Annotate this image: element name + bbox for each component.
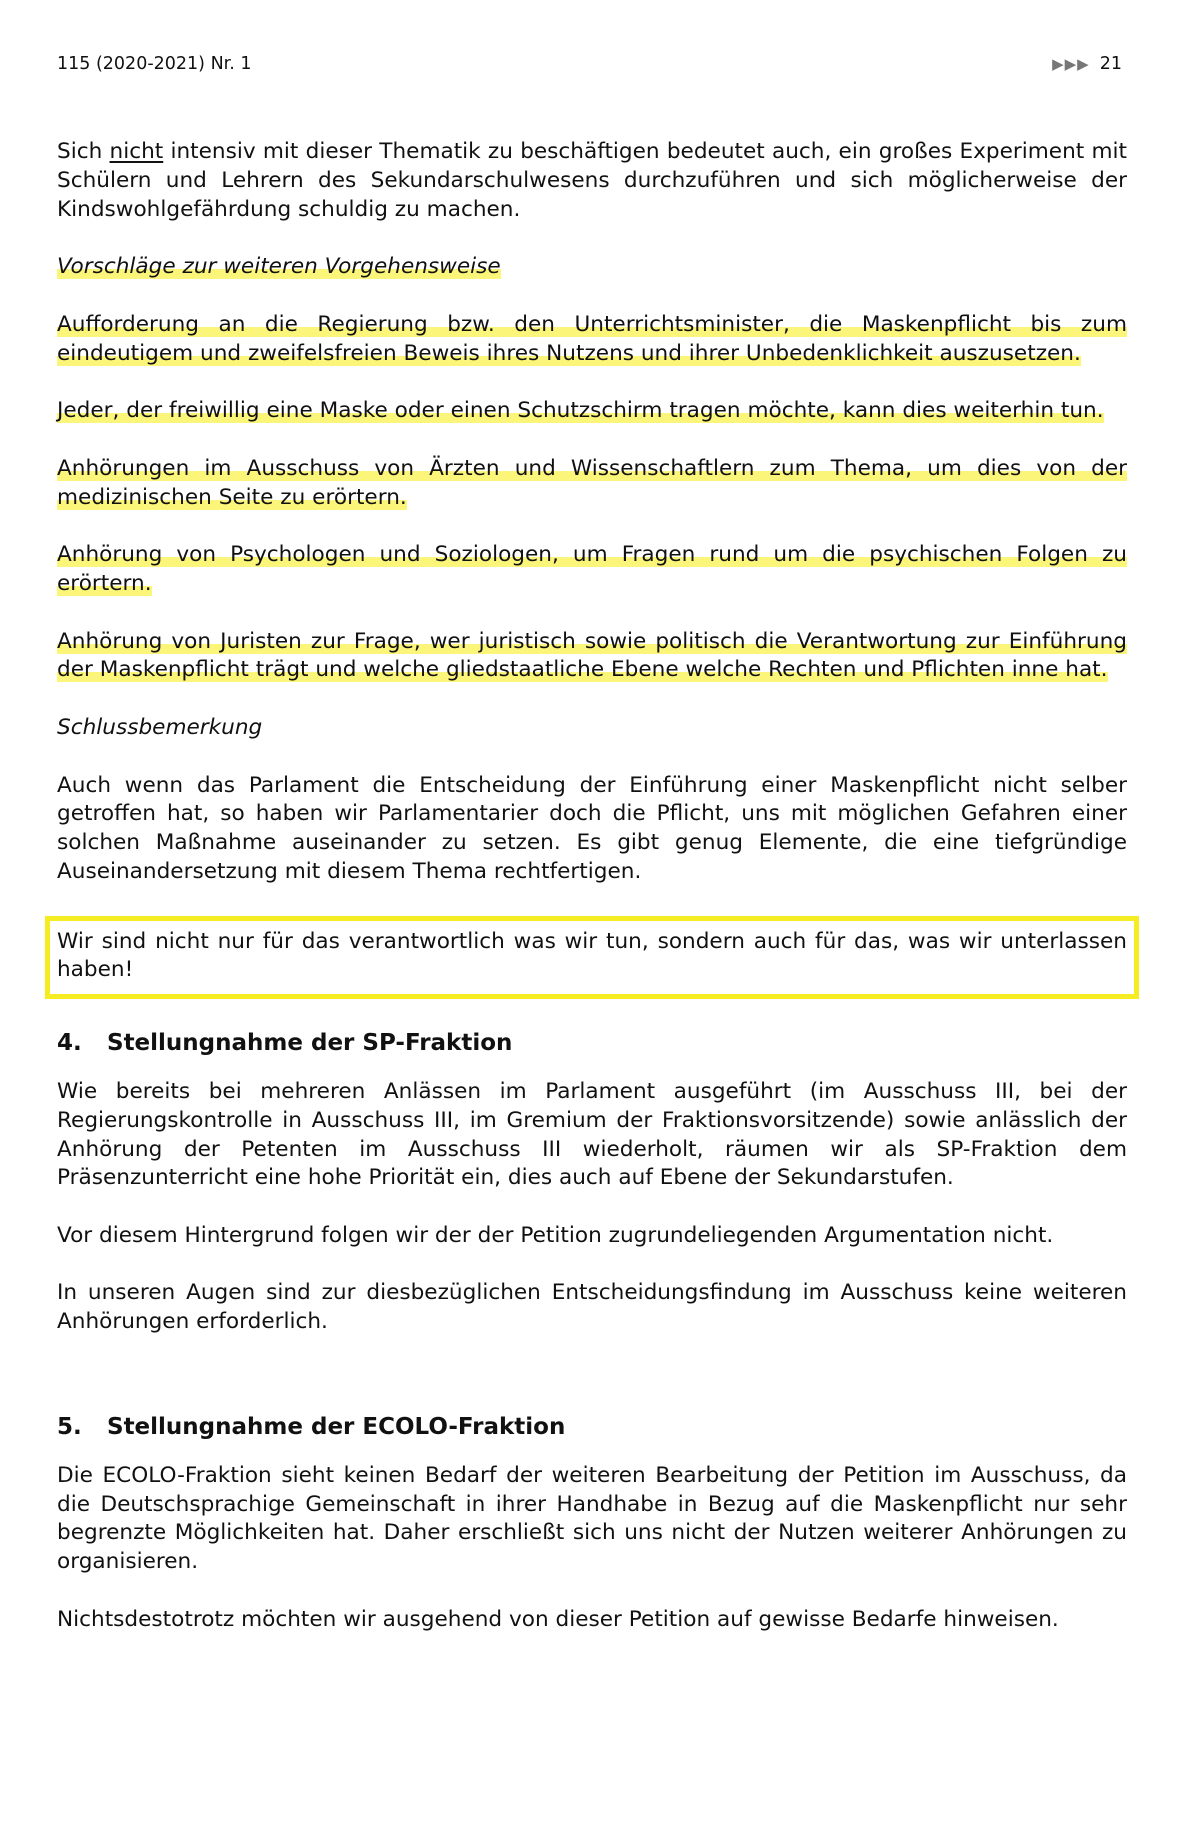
proposal-item [57,628,1127,686]
section-number: 4. [57,1029,82,1056]
section-4-paragraph: Vor diesem Hintergrund folgen wir der der Petition zugrundeliegenden Argumentation nicht. [57,1222,1054,1248]
section-4-paragraph: Wie bereits bei mehreren Anlässen im Parlament ausgeführt (im Ausschuss III, bei der Regierungskontrolle in Ausschuss III, im Gremium der Fraktionsvorsitzende) sowie anlässlich der Anhörung der Petenten im Ausschuss III wiederholt, räumen wir als SP-Fraktion dem Präsenzunterricht eine hohe Priorität ein, dies auch auf Ebene der Sekundarstufen. [57,1078,1127,1191]
section-4-heading [57,1028,1127,1058]
proposal-text: Aufforderung an die Regierung bzw. den Unterrichtsminister, die Maskenpflicht bis zum eindeutigem und zweifelsfreien Beweis ihres Nutzens und ihrer Unbedenklichkeit auszusetzen. [57,311,1127,366]
proposal-item [57,455,1127,513]
page-number: 21 [1099,54,1122,74]
document-body [57,138,1127,1663]
proposals-heading-text: Vorschläge zur weiteren Vorgehensweise [57,254,501,280]
section-5-paragraph: Nichtsdestotrotz möchten wir ausgehend von dieser Petition auf gewisse Bedarfe hinweisen. [57,1606,1059,1632]
intro-text-end: intensiv mit dieser Thematik zu beschäftigen bedeutet auch, ein großes Experiment mit Schülern und Lehrern des Sekundarschulwesens durchzuführen und sich möglicherweise der Kindswohlgefährdung schuldig zu machen. [57,139,1127,222]
section-spacer [57,1366,1127,1396]
proposal-text: Anhörung von Juristen zur Frage, wer juristisch sowie politisch die Verantwortung zur Einführung der Maskenpflicht trägt und welche gliedstaatliche Ebene welche Rechten und Pflichten inne hat. [57,628,1127,683]
quote-box [45,916,1139,1000]
intro-paragraph [57,138,1127,224]
proposal-item [57,311,1127,369]
section-4-paragraph: In unseren Augen sind zur diesbezüglichen Entscheidungsfindung im Ausschuss keine weiteren Anhörungen erforderlich. [57,1280,1127,1335]
section-5-heading [57,1412,1127,1442]
proposal-text: Anhörungen im Ausschuss von Ärzten und Wissenschaftlern zum Thema, um dies von der medizinischen Seite zu erörtern. [57,455,1127,510]
triple-arrow-icon: ▶▶▶ [1052,55,1090,73]
proposals-heading [57,253,1127,282]
proposal-text: Jeder, der freiwillig eine Maske oder einen Schutzschirm tragen möchte, kann dies weiterhin tun. [57,398,1104,424]
intro-text-start: Sich [57,139,110,164]
proposal-item [57,397,1127,426]
page-header [57,52,1122,76]
closing-heading: Schlussbemerkung [57,714,263,740]
proposal-text: Anhörung von Psychologen und Soziologen, um Fragen rund um die psychischen Folgen zu erörtern. [57,542,1127,596]
underlined-word: nicht [109,139,164,164]
quote-text: Wir sind nicht nur für das verantwortlich was wir tun, sondern auch für das, was wir unterlassen haben! [57,928,1127,983]
section-title: Stellungnahme der SP-Fraktion [107,1029,513,1056]
page-marker [1052,52,1122,76]
proposal-item [57,541,1127,599]
section-title: Stellungnahme der ECOLO-Fraktion [107,1413,566,1440]
closing-paragraph: Auch wenn das Parlament die Entscheidung der Einführung einer Maskenpflicht nicht selber getroffen hat, so haben wir Parlamentarier doch die Pflicht, uns mit möglichen Gefahren einer solchen Maßnahme auseinander zu setzen. Es gibt genug Elemente, die eine tiefgründige Auseinandersetzung mit diesem Thema rechtfertigen. [57,772,1127,884]
section-5-paragraph: Die ECOLO-Fraktion sieht keinen Bedarf der weiteren Bearbeitung der Petition im Ausschuss, da die Deutschsprachige Gemeinschaft in ihrer Handhabe in Bezug auf die Maskenpflicht nur sehr begrenzte Möglichkeiten hat. Daher erschließt sich uns nicht der Nutzen weiterer Anhörungen zu organisieren. [57,1462,1127,1575]
issue-reference: 115 (2020-2021) Nr. 1 [57,54,252,74]
section-number: 5. [57,1413,82,1440]
